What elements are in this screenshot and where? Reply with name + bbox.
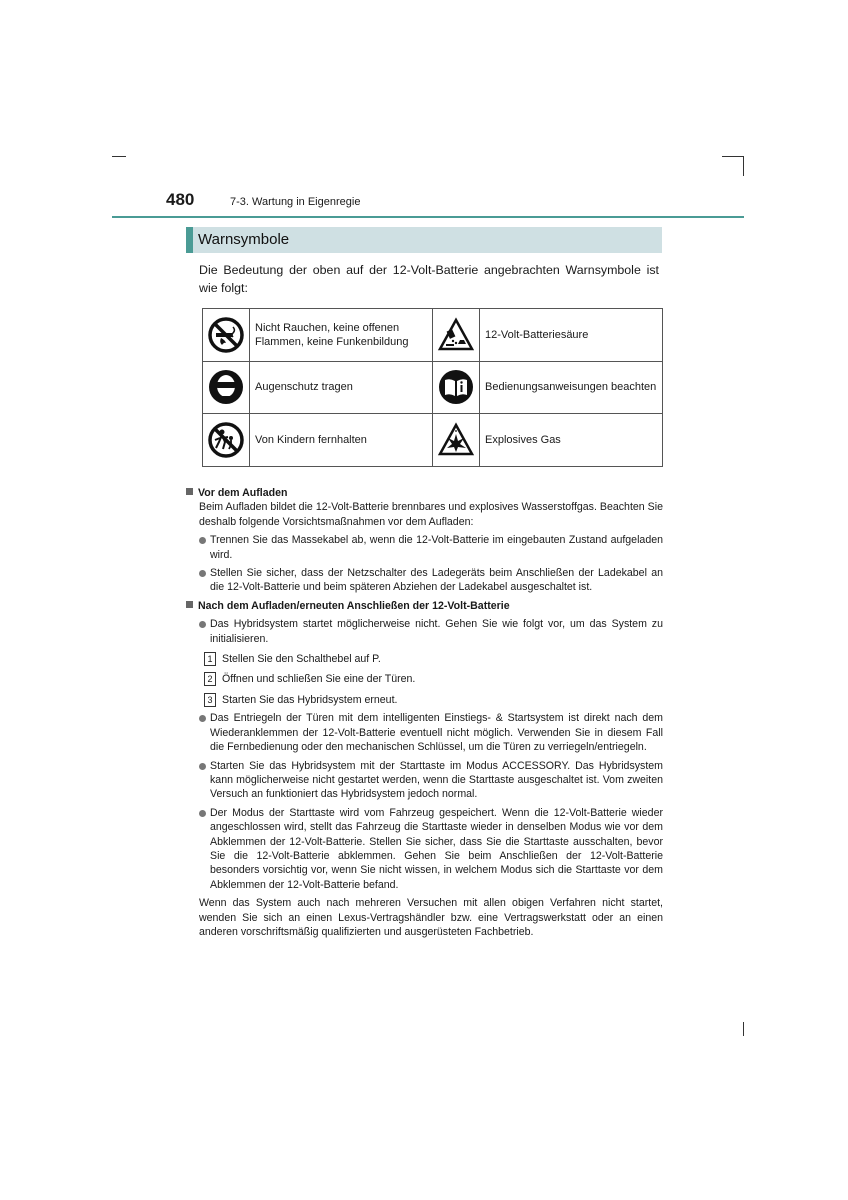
- bullet-text: Der Modus der Starttaste wird vom Fahrzeug gespeichert. Wenn die 12-Volt-Batterie wieder angeschlossen wird, stellt das Fahrzeug die Starttaste wieder in denselben Modus wie vor dem Abklemmen der 12-Volt-Batterie. Stellen Sie sicher, dass Sie die Starttaste ausschalten, bevor Sie die 12-Volt-Batterie abklemmen. Gehen Sie beim Anschließen der 12-Volt-Batterie besonders vorsichtig vor, wenn Sie nicht wissen, in welchem Modus sich die Starttaste vor dem Abklemmen der 12-Volt-Batterie befand.: [210, 806, 663, 891]
- bullet-text: Stellen Sie sicher, dass der Netzschalter des Ladegeräts beim Anschließen der Ladekabel an die 12-Volt-Batterie und beim späteren Abziehen der Ladekabel ausgeschaltet ist.: [210, 567, 663, 594]
- step-number: 3: [204, 693, 216, 707]
- bullet-text: Das Entriegeln der Türen mit dem intelligenten Einstiegs- & Startsystem ist direkt nach dem Wiederanklemmen der 12-Volt-Batterie eventuell nicht möglich. Verwenden Sie in diesem Fall die Fernbedienung oder den mechanischen Schlüssel, um die Türen zu verriegeln/entriegeln.: [210, 712, 663, 754]
- no-smoking-flames-icon: [207, 316, 245, 354]
- table-row: [203, 361, 663, 414]
- symbol-cell: [203, 309, 250, 362]
- step-item: [186, 693, 663, 707]
- bullet-text: Das Hybridsystem startet möglicherweise nicht. Gehen Sie wie folgt vor, um das System zu initialisieren.: [210, 618, 663, 645]
- table-row: [203, 414, 663, 467]
- intro-text: Die Bedeutung der oben auf der 12-Volt-Batterie angebrachten Warnsymbole ist wie folgt:: [199, 263, 659, 295]
- subsection: [186, 486, 663, 595]
- eye-protection-icon: [207, 368, 245, 406]
- subsection-title: Nach dem Aufladen/erneuten Anschließen der 12-Volt-Batterie: [198, 599, 510, 612]
- bullet-icon: [199, 537, 206, 544]
- section-header: 7-3. Wartung in Eigenregie: [230, 196, 361, 208]
- crop-mark: [743, 1022, 744, 1036]
- symbol-label: Explosives Gas: [480, 414, 663, 467]
- body-text: [186, 486, 663, 943]
- crop-mark: [112, 156, 126, 157]
- bullet-icon: [199, 621, 206, 628]
- symbol-label: 12-Volt-Batteriesäure: [480, 309, 663, 362]
- crop-mark: [722, 156, 744, 157]
- symbol-label: Bedienungsanweisungen beachten: [480, 361, 663, 414]
- warning-symbols-table: [202, 308, 663, 467]
- square-bullet-icon: [186, 488, 193, 495]
- bullet-item: [186, 711, 663, 754]
- symbol-label: Augenschutz tragen: [250, 361, 433, 414]
- battery-acid-icon: [437, 316, 475, 354]
- section-title-bar: [186, 227, 662, 253]
- subsection-title: Vor dem Aufladen: [198, 487, 288, 499]
- bullet-item: [186, 617, 663, 646]
- symbol-label: Nicht Rauchen, keine offenen Flammen, keine Funkenbildung: [250, 309, 433, 362]
- bullet-item: [186, 806, 663, 892]
- bullet-icon: [199, 810, 206, 817]
- bullet-text: Starten Sie das Hybridsystem mit der Starttaste im Modus ACCESSORY. Das Hybridsystem kann möglicherweise nicht gestartet werden, wenn die Starttaste ausgeschaltet ist. Vom zweiten Versuch an funktioniert das Hybridsystem jedoch normal.: [210, 759, 663, 801]
- section-title: Warnsymbole: [198, 231, 290, 248]
- bullet-icon: [199, 570, 206, 577]
- symbol-cell: [433, 309, 480, 362]
- subsection: [186, 599, 663, 940]
- bullet-item: [186, 533, 663, 562]
- bullet-icon: [199, 715, 206, 722]
- closing-paragraph: Wenn das System auch nach mehreren Versuchen mit allen obigen Verfahren nicht startet, wenden Sie sich an einen Lexus-Vertragshändler bzw. eine Vertragswerkstatt oder an einen anderen vorschriftsmäßig qualifizierten und ausgerüsteten Fachbetrieb.: [199, 897, 663, 938]
- bullet-item: [186, 566, 663, 595]
- crop-mark: [743, 156, 744, 176]
- symbol-cell: [203, 414, 250, 467]
- symbol-cell: [203, 361, 250, 414]
- step-text: Starten Sie das Hybridsystem erneut.: [222, 693, 398, 706]
- table-row: [203, 309, 663, 362]
- step-item: [186, 652, 663, 666]
- symbol-cell: [433, 414, 480, 467]
- bullet-item: [186, 759, 663, 802]
- symbol-label: Von Kindern fernhalten: [250, 414, 433, 467]
- manual-icon: [437, 368, 475, 406]
- keep-away-children-icon: [207, 421, 245, 459]
- step-text: Stellen Sie den Schalthebel auf P.: [222, 653, 381, 666]
- header-divider: [112, 216, 744, 218]
- step-text: Öffnen und schließen Sie eine der Türen.: [222, 673, 416, 686]
- bullet-icon: [199, 763, 206, 770]
- explosive-gas-icon: [437, 421, 475, 459]
- paragraph: Beim Aufladen bildet die 12-Volt-Batterie brennbares und explosives Wasserstoffgas. Beachten Sie deshalb folgende Vorsichtsmaßnahmen vor dem Aufladen:: [199, 501, 663, 528]
- step-number: 2: [204, 672, 216, 686]
- page-number: 480: [166, 190, 195, 209]
- subsection-heading: [186, 486, 663, 500]
- bullet-text: Trennen Sie das Massekabel ab, wenn die 12-Volt-Batterie im eingebauten Zustand aufgeladen wird.: [210, 534, 663, 561]
- step-number: 1: [204, 652, 216, 666]
- square-bullet-icon: [186, 601, 193, 608]
- symbol-cell: [433, 361, 480, 414]
- step-item: [186, 672, 663, 686]
- subsection-heading: [186, 599, 663, 613]
